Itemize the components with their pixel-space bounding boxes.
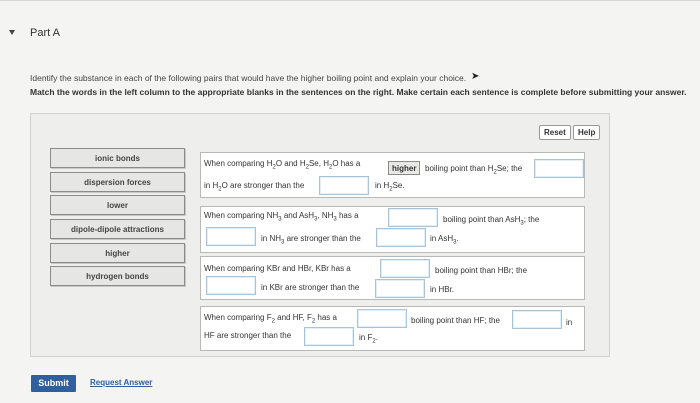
- sentence-4-blank-3[interactable]: [304, 327, 354, 346]
- sentence-3-blank-1[interactable]: [380, 259, 430, 278]
- collapse-chevron-icon[interactable]: [9, 30, 15, 35]
- sentence-1-blank-3[interactable]: [319, 176, 369, 195]
- part-title: Part A: [30, 27, 60, 39]
- sentence-2-text-b: boiling point than AsH$_3$; the: [443, 215, 540, 227]
- sentence-3-blank-3[interactable]: [375, 279, 425, 298]
- mouse-cursor-icon: ➤: [471, 71, 480, 82]
- sentence-4-text: When comparing $F_2$ and HF, $F_2$ has a: [204, 313, 337, 325]
- sentence-4-text-in: in: [566, 318, 573, 327]
- question-text: Identify the substance in each of the following pairs that would have the higher boiling point and explain your choice.: [30, 73, 467, 83]
- sentence-4-blank-1[interactable]: [357, 309, 407, 328]
- sentence-3-text: When comparing KBr and HBr, KBr has a: [204, 264, 351, 273]
- sentence-3-text-b: boiling point than HBr; the: [435, 266, 528, 275]
- sentence-2-blank-1[interactable]: [388, 208, 438, 227]
- word-chip-hydrogen-bonds[interactable]: hydrogen bonds: [50, 266, 185, 286]
- reset-button[interactable]: Reset: [539, 125, 571, 140]
- sentence-1-text-b: boiling point than $H_2Se$; the: [425, 164, 523, 176]
- help-button[interactable]: Help: [573, 125, 600, 140]
- sentence-2-blank-3[interactable]: [376, 228, 426, 247]
- sentence-1-text: When comparing $H_2O$ and $H_2Se$, $H_2O$ has a: [204, 159, 361, 171]
- word-chip-lower[interactable]: lower: [50, 195, 185, 215]
- sentence-3-text-c: in KBr are stronger than the: [261, 283, 360, 292]
- sentence-3-text-d: in HBr.: [430, 285, 455, 294]
- request-answer-link[interactable]: Request Answer: [90, 378, 153, 387]
- sentence-2-blank-2[interactable]: [206, 227, 256, 246]
- sentence-2-text-d: in AsH$_3$.: [430, 234, 459, 246]
- top-divider: [0, 0, 700, 1]
- instructions-text: Match the words in the left column to the appropriate blanks in the sentences on the right. Make certain each sentence is complete before submitting your answer.: [30, 87, 687, 97]
- sentence-1-blank-2[interactable]: [534, 159, 584, 178]
- word-chip-ionic-bonds[interactable]: ionic bonds: [50, 148, 185, 168]
- sentence-2-text-c: in $NH_3$ are stronger than the: [261, 234, 361, 246]
- word-chip-dispersion-forces[interactable]: dispersion forces: [50, 172, 185, 192]
- sentence-3-blank-2[interactable]: [206, 276, 256, 295]
- sentence-4-text-c: HF are stronger than the: [204, 331, 292, 340]
- sentence-4-blank-2[interactable]: [512, 310, 562, 329]
- sentence-1-answer-higher[interactable]: higher: [388, 161, 420, 175]
- sentence-4-text-d: in $F_2$.: [359, 333, 378, 345]
- sentence-4-text-b: boiling point than HF; the: [411, 316, 500, 325]
- sentence-2-text: When comparing $NH_3$ and AsH$_3$, $NH_3$ has a: [204, 211, 359, 223]
- word-chip-higher[interactable]: higher: [50, 243, 185, 263]
- submit-button[interactable]: Submit: [31, 375, 76, 392]
- sentence-1-text-c: in $H_2O$ are stronger than the: [204, 181, 305, 193]
- word-chip-dipole-dipole-attractions[interactable]: dipole-dipole attractions: [50, 219, 185, 239]
- sentence-1-text-d: in $H_2Se$.: [375, 181, 405, 193]
